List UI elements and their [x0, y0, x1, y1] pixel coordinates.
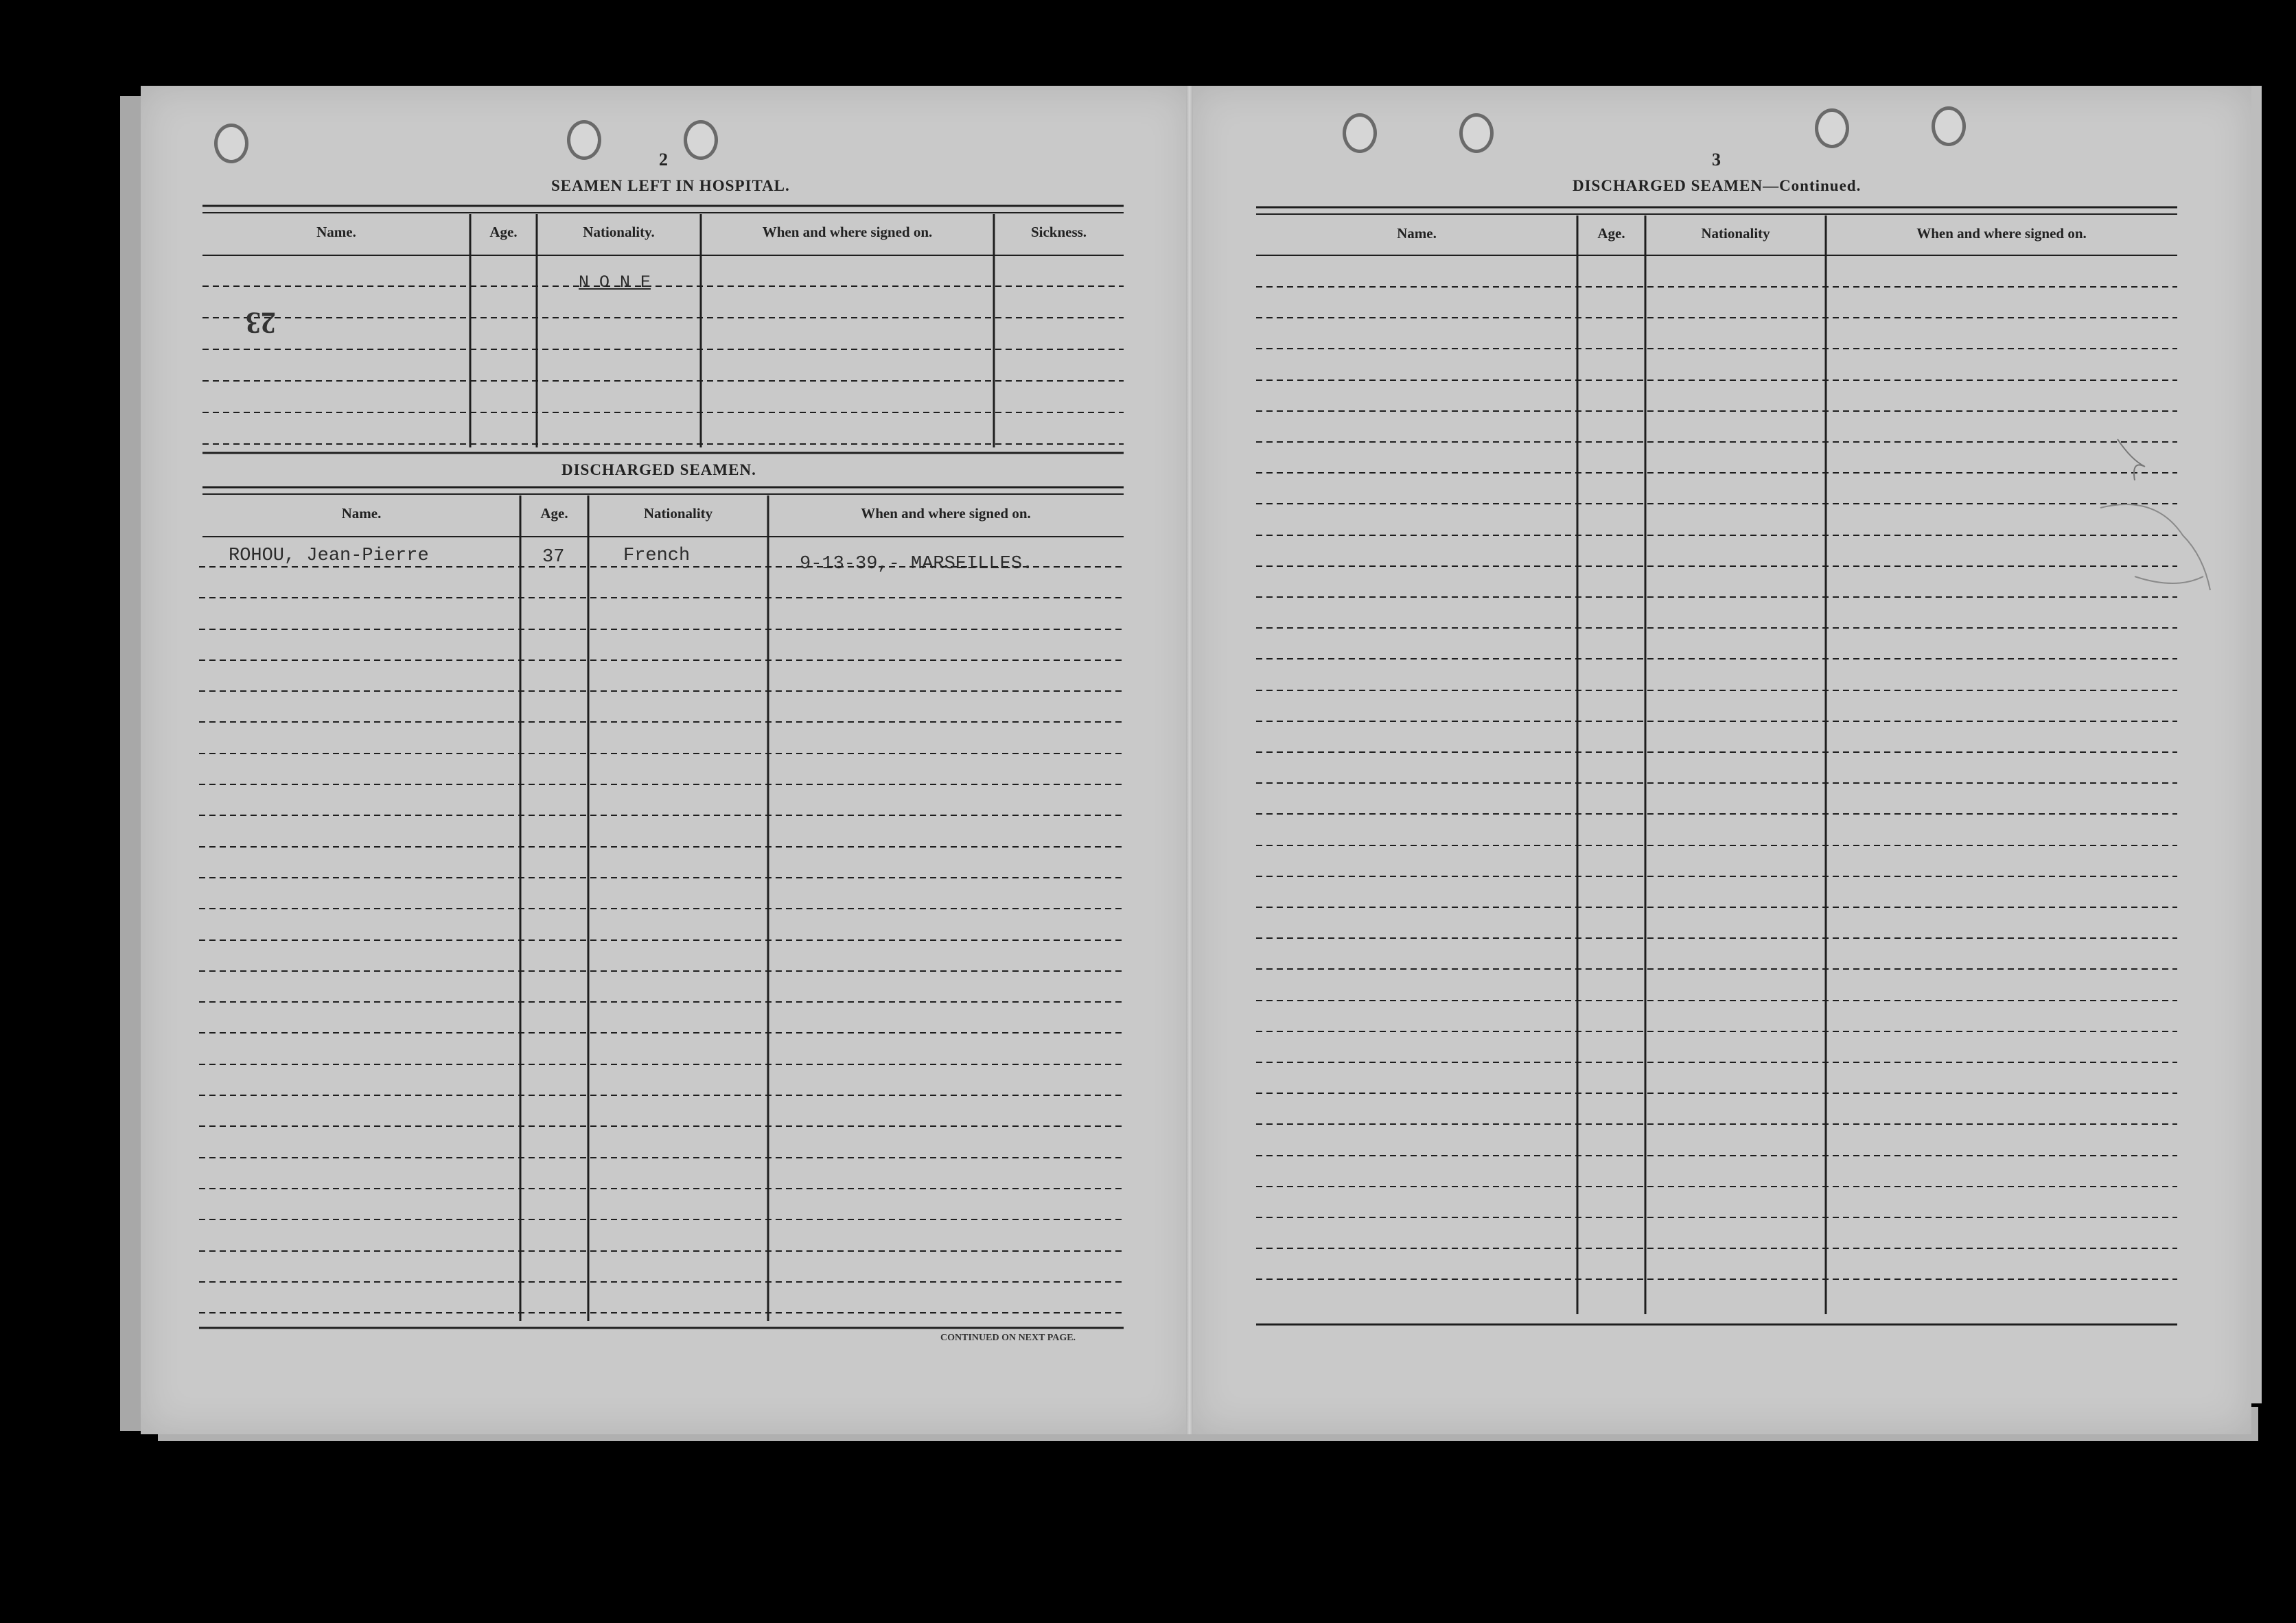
seaman-nationality: French	[623, 546, 691, 566]
seaman-name: ROHOU, Jean-Pierre	[229, 546, 429, 566]
right-header-age: Age.	[1597, 225, 1625, 242]
hospital-header-signed-on: When and where signed on.	[762, 224, 933, 240]
hospital-section-title: SEAMEN LEFT IN HOSPITAL.	[551, 177, 790, 194]
right-header-name: Name.	[1397, 225, 1437, 242]
right-page-number: 3	[1712, 150, 1721, 170]
inverted-mark: 23	[246, 306, 276, 340]
hospital-header-age: Age.	[489, 224, 518, 240]
discharged-header-name: Name.	[341, 505, 382, 522]
hospital-none-entry: N O N E	[579, 272, 651, 292]
discharged-header-nationality: Nationality	[643, 505, 713, 522]
seaman-age: 37	[542, 547, 565, 568]
seaman-signed-on: 9-13-39,- MARSEILLES.	[800, 554, 1034, 574]
right-header-nationality: Nationality	[1701, 225, 1770, 242]
right-section-title: DISCHARGED SEAMEN—Continued.	[1573, 177, 1862, 194]
continued-footer: CONTINUED ON NEXT PAGE.	[940, 1333, 1076, 1343]
discharged-header-age: Age.	[540, 505, 568, 522]
hospital-header-name: Name.	[316, 224, 356, 240]
left-page-number: 2	[659, 150, 668, 170]
discharged-header-signed-on: When and where signed on.	[861, 505, 1031, 522]
hospital-header-nationality: Nationality.	[583, 224, 655, 240]
right-header-signed-on: When and where signed on.	[1916, 225, 2087, 242]
hospital-header-sickness: Sickness.	[1030, 224, 1087, 240]
discharged-section-title: DISCHARGED SEAMEN.	[561, 461, 756, 478]
